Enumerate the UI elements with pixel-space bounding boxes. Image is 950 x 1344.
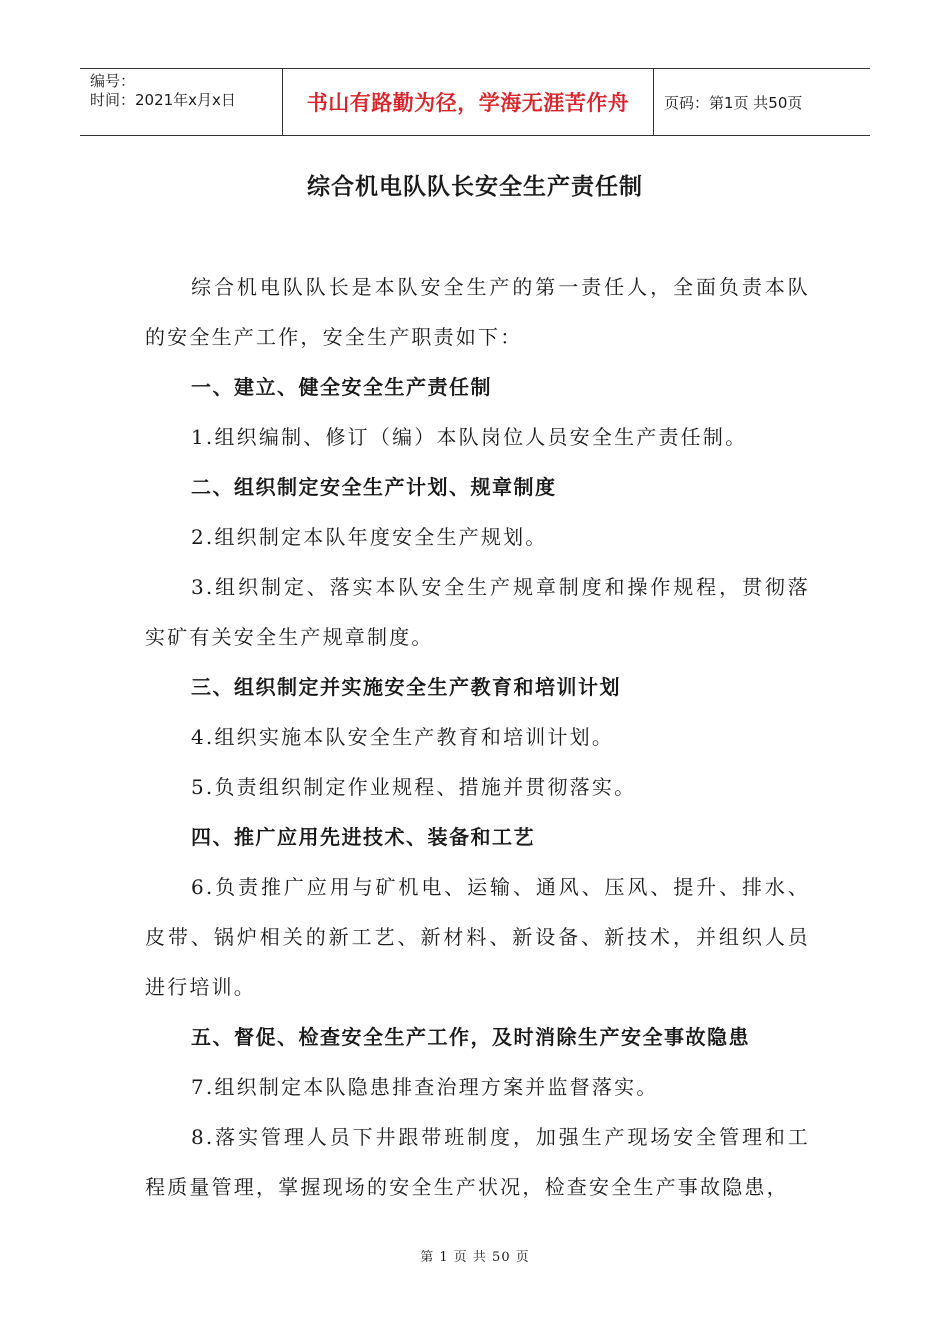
section-heading-4: 四、推广应用先进技术、装备和工艺 bbox=[191, 825, 535, 849]
document-header bbox=[80, 68, 870, 136]
header-motto: 书山有路勤为径，学海无涯苦作舟 bbox=[282, 69, 654, 135]
page-footer: 第 1 页 共 50 页 bbox=[420, 1250, 530, 1265]
section-heading-1: 一、建立、健全安全生产责任制 bbox=[191, 375, 492, 399]
paragraph-item-1: 1.组织编制、修订（编）本队岗位人员安全生产责任制。 bbox=[191, 425, 748, 449]
paragraph-item-8: 8.落实管理人员下井跟带班制度，加强生产现场安全管理和工程质量管理，掌握现场的安全生产状况，检查安全生产事故隐患， bbox=[145, 1125, 810, 1199]
section-heading-2: 二、组织制定安全生产计划、规章制度 bbox=[191, 475, 557, 499]
paragraph-intro: 综合机电队队长是本队安全生产的第一责任人，全面负责本队的安全生产工作，安全生产职责如下： bbox=[145, 275, 810, 349]
section-heading-5: 五、督促、检查安全生产工作，及时消除生产安全事故隐患 bbox=[191, 1025, 750, 1049]
paragraph-item-6: 6.负责推广应用与矿机电、运输、通风、压风、提升、排水、皮带、锅炉相关的新工艺、新材料、新设备、新技术，并组织人员进行培训。 bbox=[145, 875, 810, 999]
header-page-info: 页码：第1页 共50页 bbox=[664, 93, 803, 112]
header-meta bbox=[80, 69, 282, 135]
paragraph-item-3: 3.组织制定、落实本队安全生产规章制度和操作规程，贯彻落实矿有关安全生产规章制度。 bbox=[145, 575, 810, 649]
paragraph-item-5: 5.负责组织制定作业规程、措施并贯彻落实。 bbox=[191, 775, 637, 799]
document-body bbox=[145, 262, 810, 1212]
paragraph-item-7: 7.组织制定本队隐患排查治理方案并监督落实。 bbox=[191, 1075, 659, 1099]
paragraph-item-2: 2.组织制定本队年度安全生产规划。 bbox=[191, 525, 548, 549]
paragraph-item-4: 4.组织实施本队安全生产教育和培训计划。 bbox=[191, 725, 615, 749]
document-date: 时间：2021年x月x日 bbox=[90, 91, 236, 109]
document-number-label: 编号： bbox=[90, 72, 136, 90]
document-title: 综合机电队队长安全生产责任制 bbox=[307, 174, 643, 200]
section-heading-3: 三、组织制定并实施安全生产教育和培训计划 bbox=[191, 675, 621, 699]
